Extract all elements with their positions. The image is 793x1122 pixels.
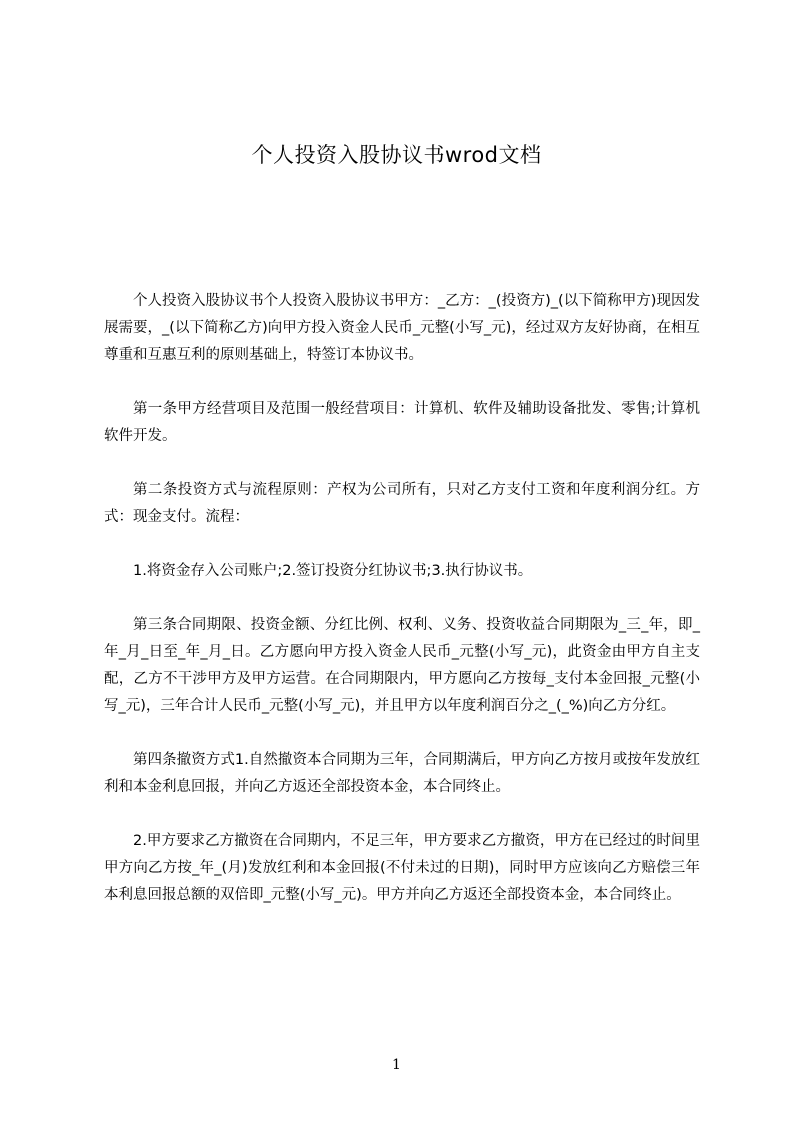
paragraph-preamble: 个人投资入股协议书个人投资入股协议书甲方：_乙方：_(投资方)_(以下简称甲方)现因发展需要，_(以下简称乙方)向甲方投入资金人民币_元整(小写_元)，经过双方友好协商，在相互尊重和互惠互利的原则基础上，特签订本协议书。	[104, 293, 700, 363]
paragraph-article-4: 第四条撤资方式1.自然撤资本合同期为三年，合同期满后，甲方向乙方按月或按年发放红利和本金利息回报，并向乙方返还全部投资本金，本合同终止。	[104, 752, 700, 795]
paragraph-article-3: 第三条合同期限、投资金额、分红比例、权利、义务、投资收益合同期限为_三_年，即_年_月_日至_年_月_日。乙方愿向甲方投入资金人民币_元整(小写_元)，此资金由甲方自主支配，乙方不干涉甲方及甲方运营。在合同期限内，甲方愿向乙方按每_支付本金回报_元整(小写_元)，三年合计人民币_元整(小写_元)，并且甲方以年度利润百分之_(_%)向乙方分红。	[104, 617, 700, 714]
document-title: 个人投资入股协议书wrod文档	[251, 143, 542, 167]
paragraph-article-4-item-2: 2.甲方要求乙方撤资在合同期内，不足三年，甲方要求乙方撤资，甲方在已经过的时间里甲方向乙方按_年_(月)发放红利和本金回报(不付未过的日期)，同时甲方应该向乙方赔偿三年本利息回报总额的双倍即_元整(小写_元)。甲方并向乙方返还全部投资本金，本合同终止。	[104, 833, 700, 903]
paragraph-process-steps: 1.将资金存入公司账户;2.签订投资分红协议书;3.执行协议书。	[133, 563, 533, 579]
document-body	[104, 288, 700, 936]
paragraph-article-1: 第一条甲方经营项目及范围一般经营项目：计算机、软件及辅助设备批发、零售;计算机软件开发。	[104, 401, 700, 444]
page-number: 1	[392, 1057, 401, 1073]
paragraph-article-2: 第二条投资方式与流程原则：产权为公司所有，只对乙方支付工资和年度利润分红。方式：现金支付。流程：	[104, 482, 700, 525]
